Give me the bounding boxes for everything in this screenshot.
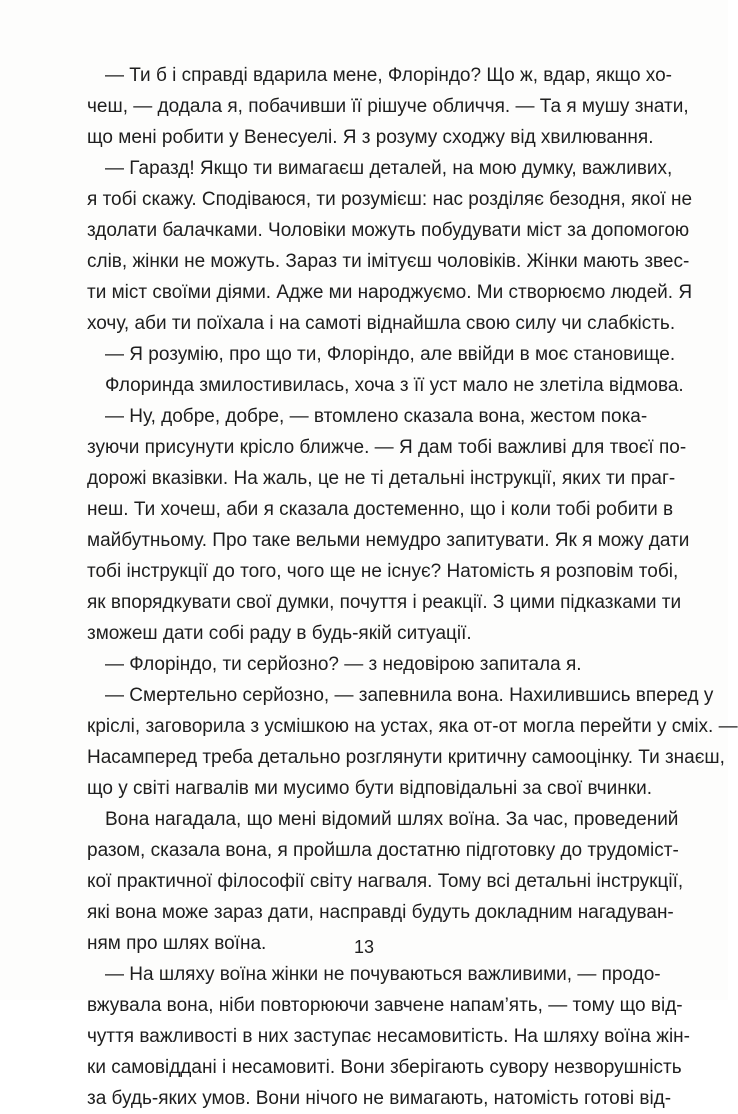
text-line: — Ти б і справді вдарила мене, Флоріндо? Що ж, вдар, якщо хо- xyxy=(105,65,672,86)
text-line: — Ну, добре, добре, — втомлено сказала вона, жестом пока- xyxy=(105,406,648,427)
text-line: чеш, — додала я, побачивши її рішуче обличчя. — Та я мушу знати, xyxy=(87,96,689,117)
text-line: кої практичної філософії світу нагваля. Тому всі детальні інструкції, xyxy=(87,871,684,892)
text-line: — Смертельно серйозно, — запевнила вона. Нахилившись вперед у xyxy=(105,685,714,706)
text-line: ки самовіддані і несамовиті. Вони зберігають сувору незворушність xyxy=(87,1057,682,1078)
text-line: я тобі скажу. Сподіваюся, ти розумієш: нас розділяє безодня, якої не xyxy=(87,189,693,210)
text-line: зуючи присунути крісло ближче. — Я дам тобі важливі для твоєї по- xyxy=(87,437,687,458)
text-line: Насамперед треба детально розглянути критичну самооцінку. Ти знаєш, xyxy=(87,747,725,768)
text-line: за будь-яких умов. Вони нічого не вимагають, натомість готові від- xyxy=(87,1088,672,1109)
text-line: які вона може зараз дати, насправді будуть докладним нагадуван- xyxy=(87,902,674,923)
text-line: зможеш дати собі раду в будь-якій ситуації. xyxy=(87,623,472,644)
text-line: тобі інструкції до того, чого ще не існує? Натомість я розповім тобі, xyxy=(87,561,679,582)
text-line: здолати балачками. Чоловіки можуть побудувати міст за допомогою xyxy=(87,220,690,241)
text-line: слів, жінки не можуть. Зараз ти імітуєш чоловіків. Жінки мають звес- xyxy=(87,251,690,272)
text-line: що у світі нагвалів ми мусимо бути відповідальні за свої вчинки. xyxy=(87,778,652,799)
text-line: — Я розумію, про що ти, Флоріндо, але ввійди в моє становище. xyxy=(105,344,676,365)
text-line: вжувала вона, ніби повторюючи завчене напам’ять, — тому що від- xyxy=(87,995,683,1016)
text-line: Флоринда змилостивилась, хоча з її уст мало не злетіла відмова. xyxy=(105,375,684,396)
text-line: — Гаразд! Якщо ти вимагаєш деталей, на мою думку, важливих, xyxy=(105,158,673,179)
page-number: 13 xyxy=(353,937,375,957)
text-line: Вона нагадала, що мені відомий шлях воїна. За час, проведений xyxy=(105,809,679,830)
text-line: майбутньому. Про таке вельми немудро запитувати. Як я можу дати xyxy=(87,530,690,551)
text-line: ням про шлях воїна. xyxy=(87,933,267,954)
text-line: ти міст своїми діями. Адже ми народжуємо. Ми створюємо людей. Я xyxy=(87,282,693,303)
text-line: як впорядкувати свої думки, почуття і реакції. З цими підказками ти xyxy=(87,592,682,613)
text-line: — Флоріндо, ти серйозно? — з недовірою запитала я. xyxy=(105,654,582,675)
text-line: — На шляху воїна жінки не почуваються важливими, — продо- xyxy=(105,964,661,985)
text-line: чуття важливості в них заступає несамовитість. На шляху воїна жін- xyxy=(87,1026,690,1047)
text-line: що мені робити у Венесуелі. Я з розуму сходжу від хвилювання. xyxy=(87,127,654,148)
text-line: разом, сказала вона, я пройшла достатню підготовку до трудоміст- xyxy=(87,840,679,861)
text-line: неш. Ти хочеш, аби я сказала достеменно, що і коли тобі робити в xyxy=(87,499,674,520)
text-line: дорожі вказівки. На жаль, це не ті детальні інструкції, яких ти праг- xyxy=(87,468,676,489)
text-line: хочу, аби ти поїхала і на самоті віднайшла свою силу чи слабкість. xyxy=(87,313,676,334)
text-line: кріслі, заговорила з усмішкою на устах, яка от-от могла перейти у сміх. — xyxy=(87,716,738,737)
